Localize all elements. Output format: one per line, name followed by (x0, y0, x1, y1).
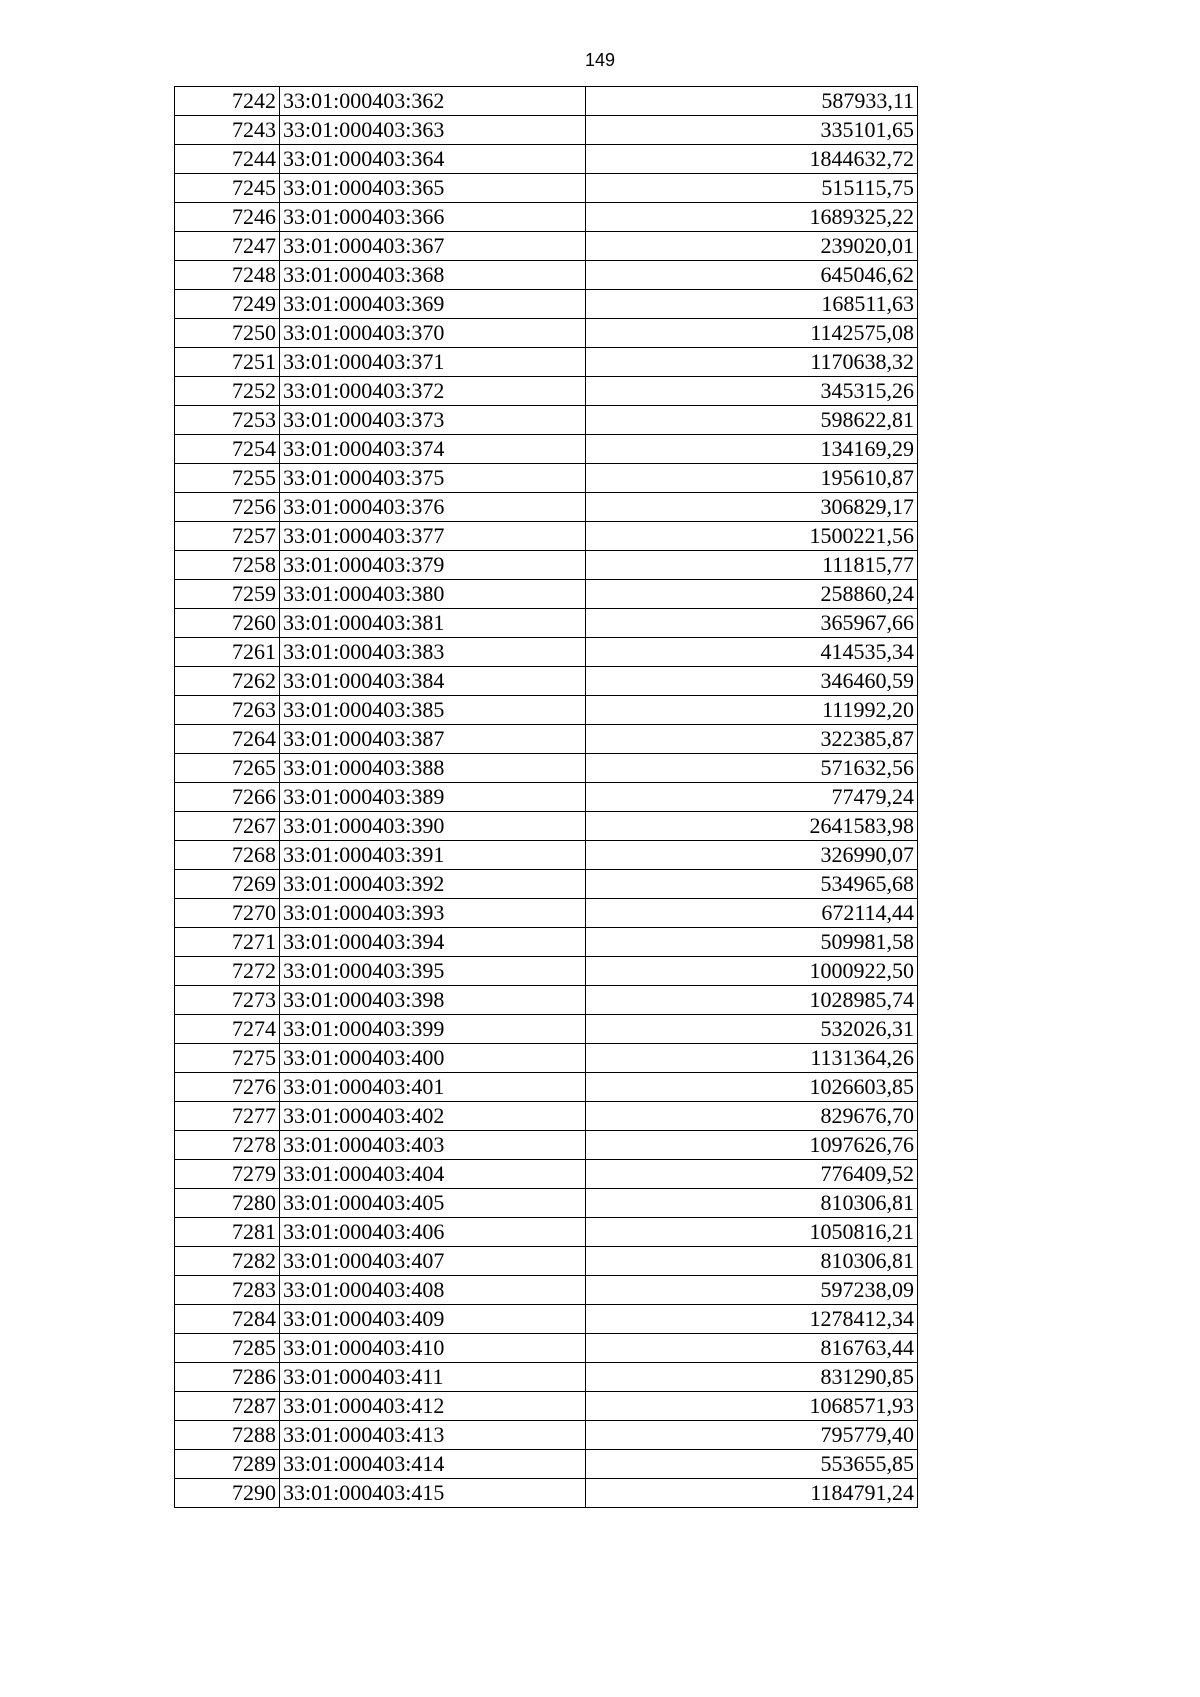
row-number-cell: 7274 (175, 1015, 280, 1044)
cadastral-value-cell: 1068571,93 (586, 1392, 918, 1421)
cadastral-number-cell: 33:01:000403:401 (280, 1073, 586, 1102)
cadastral-value-cell: 831290,85 (586, 1363, 918, 1392)
cadastral-number-cell: 33:01:000403:392 (280, 870, 586, 899)
cadastral-number-cell: 33:01:000403:413 (280, 1421, 586, 1450)
cadastral-value-cell: 810306,81 (586, 1189, 918, 1218)
table-row (175, 696, 918, 725)
table-row (175, 174, 918, 203)
row-number-cell: 7286 (175, 1363, 280, 1392)
row-number-cell: 7259 (175, 580, 280, 609)
cadastral-number-cell: 33:01:000403:371 (280, 348, 586, 377)
table-row (175, 986, 918, 1015)
table-row (175, 1392, 918, 1421)
row-number-cell: 7278 (175, 1131, 280, 1160)
cadastral-number-cell: 33:01:000403:363 (280, 116, 586, 145)
cadastral-number-cell: 33:01:000403:407 (280, 1247, 586, 1276)
cadastral-value-cell: 346460,59 (586, 667, 918, 696)
cadastral-number-cell: 33:01:000403:377 (280, 522, 586, 551)
table-row (175, 1247, 918, 1276)
cadastral-value-cell: 111815,77 (586, 551, 918, 580)
row-number-cell: 7279 (175, 1160, 280, 1189)
row-number-cell: 7277 (175, 1102, 280, 1131)
cadastral-value-cell: 598622,81 (586, 406, 918, 435)
row-number-cell: 7266 (175, 783, 280, 812)
cadastral-value-cell: 829676,70 (586, 1102, 918, 1131)
cadastral-number-cell: 33:01:000403:366 (280, 203, 586, 232)
cadastral-number-cell: 33:01:000403:409 (280, 1305, 586, 1334)
row-number-cell: 7281 (175, 1218, 280, 1247)
table-row (175, 1479, 918, 1508)
row-number-cell: 7268 (175, 841, 280, 870)
table-row (175, 1160, 918, 1189)
cadastral-number-cell: 33:01:000403:414 (280, 1450, 586, 1479)
cadastral-number-cell: 33:01:000403:410 (280, 1334, 586, 1363)
table-row (175, 1305, 918, 1334)
row-number-cell: 7258 (175, 551, 280, 580)
cadastral-value-cell: 195610,87 (586, 464, 918, 493)
cadastral-number-cell: 33:01:000403:375 (280, 464, 586, 493)
row-number-cell: 7242 (175, 87, 280, 116)
row-number-cell: 7273 (175, 986, 280, 1015)
cadastral-number-cell: 33:01:000403:404 (280, 1160, 586, 1189)
row-number-cell: 7290 (175, 1479, 280, 1508)
cadastral-number-cell: 33:01:000403:390 (280, 812, 586, 841)
table-row (175, 261, 918, 290)
row-number-cell: 7262 (175, 667, 280, 696)
table-row (175, 348, 918, 377)
table-row (175, 232, 918, 261)
cadastral-value-cell: 414535,34 (586, 638, 918, 667)
cadastral-number-cell: 33:01:000403:398 (280, 986, 586, 1015)
row-number-cell: 7264 (175, 725, 280, 754)
cadastral-value-cell: 1028985,74 (586, 986, 918, 1015)
cadastral-number-cell: 33:01:000403:411 (280, 1363, 586, 1392)
cadastral-value-cell: 77479,24 (586, 783, 918, 812)
cadastral-number-cell: 33:01:000403:405 (280, 1189, 586, 1218)
cadastral-number-cell: 33:01:000403:376 (280, 493, 586, 522)
cadastral-value-cell: 1131364,26 (586, 1044, 918, 1073)
cadastral-value-cell: 322385,87 (586, 725, 918, 754)
row-number-cell: 7257 (175, 522, 280, 551)
cadastral-value-cell: 306829,17 (586, 493, 918, 522)
row-number-cell: 7265 (175, 754, 280, 783)
table-row (175, 580, 918, 609)
table-row (175, 319, 918, 348)
table-row (175, 1102, 918, 1131)
cadastral-value-cell: 597238,09 (586, 1276, 918, 1305)
table-row (175, 406, 918, 435)
row-number-cell: 7284 (175, 1305, 280, 1334)
cadastral-number-cell: 33:01:000403:381 (280, 609, 586, 638)
cadastral-number-cell: 33:01:000403:370 (280, 319, 586, 348)
row-number-cell: 7253 (175, 406, 280, 435)
table-row (175, 493, 918, 522)
table-row (175, 1421, 918, 1450)
cadastral-value-cell: 1097626,76 (586, 1131, 918, 1160)
cadastral-value-cell: 1050816,21 (586, 1218, 918, 1247)
row-number-cell: 7283 (175, 1276, 280, 1305)
cadastral-number-cell: 33:01:000403:369 (280, 290, 586, 319)
cadastral-number-cell: 33:01:000403:403 (280, 1131, 586, 1160)
table-row (175, 928, 918, 957)
row-number-cell: 7269 (175, 870, 280, 899)
cadastral-value-cell: 587933,11 (586, 87, 918, 116)
cadastral-value-cell: 365967,66 (586, 609, 918, 638)
cadastral-number-cell: 33:01:000403:368 (280, 261, 586, 290)
cadastral-value-table (174, 86, 918, 1508)
row-number-cell: 7267 (175, 812, 280, 841)
cadastral-value-cell: 672114,44 (586, 899, 918, 928)
table-row (175, 957, 918, 986)
row-number-cell: 7285 (175, 1334, 280, 1363)
row-number-cell: 7287 (175, 1392, 280, 1421)
cadastral-number-cell: 33:01:000403:387 (280, 725, 586, 754)
table-row (175, 522, 918, 551)
cadastral-value-cell: 1278412,34 (586, 1305, 918, 1334)
row-number-cell: 7260 (175, 609, 280, 638)
row-number-cell: 7261 (175, 638, 280, 667)
row-number-cell: 7245 (175, 174, 280, 203)
table-row (175, 667, 918, 696)
row-number-cell: 7271 (175, 928, 280, 957)
row-number-cell: 7247 (175, 232, 280, 261)
table-row (175, 1363, 918, 1392)
row-number-cell: 7246 (175, 203, 280, 232)
cadastral-value-cell: 571632,56 (586, 754, 918, 783)
row-number-cell: 7243 (175, 116, 280, 145)
cadastral-value-cell: 258860,24 (586, 580, 918, 609)
table-body (175, 87, 918, 1508)
cadastral-value-cell: 168511,63 (586, 290, 918, 319)
cadastral-number-cell: 33:01:000403:367 (280, 232, 586, 261)
cadastral-value-cell: 810306,81 (586, 1247, 918, 1276)
cadastral-value-cell: 134169,29 (586, 435, 918, 464)
row-number-cell: 7289 (175, 1450, 280, 1479)
cadastral-number-cell: 33:01:000403:402 (280, 1102, 586, 1131)
cadastral-value-cell: 239020,01 (586, 232, 918, 261)
table-row (175, 1189, 918, 1218)
table-row (175, 638, 918, 667)
cadastral-number-cell: 33:01:000403:412 (280, 1392, 586, 1421)
cadastral-number-cell: 33:01:000403:393 (280, 899, 586, 928)
cadastral-number-cell: 33:01:000403:389 (280, 783, 586, 812)
cadastral-value-cell: 816763,44 (586, 1334, 918, 1363)
row-number-cell: 7252 (175, 377, 280, 406)
table-row (175, 870, 918, 899)
cadastral-number-cell: 33:01:000403:408 (280, 1276, 586, 1305)
cadastral-value-cell: 515115,75 (586, 174, 918, 203)
table-row (175, 377, 918, 406)
cadastral-number-cell: 33:01:000403:380 (280, 580, 586, 609)
cadastral-value-cell: 1184791,24 (586, 1479, 918, 1508)
row-number-cell: 7282 (175, 1247, 280, 1276)
table-row (175, 609, 918, 638)
cadastral-number-cell: 33:01:000403:379 (280, 551, 586, 580)
table-row (175, 145, 918, 174)
row-number-cell: 7256 (175, 493, 280, 522)
cadastral-number-cell: 33:01:000403:365 (280, 174, 586, 203)
cadastral-number-cell: 33:01:000403:399 (280, 1015, 586, 1044)
table-row (175, 1334, 918, 1363)
table-row (175, 899, 918, 928)
cadastral-value-cell: 553655,85 (586, 1450, 918, 1479)
cadastral-number-cell: 33:01:000403:384 (280, 667, 586, 696)
row-number-cell: 7249 (175, 290, 280, 319)
table-row (175, 551, 918, 580)
table-row (175, 464, 918, 493)
row-number-cell: 7272 (175, 957, 280, 986)
table-row (175, 1073, 918, 1102)
table-row (175, 1450, 918, 1479)
table-row (175, 725, 918, 754)
table-row (175, 1218, 918, 1247)
cadastral-number-cell: 33:01:000403:364 (280, 145, 586, 174)
row-number-cell: 7254 (175, 435, 280, 464)
row-number-cell: 7255 (175, 464, 280, 493)
cadastral-value-cell: 1170638,32 (586, 348, 918, 377)
cadastral-value-cell: 2641583,98 (586, 812, 918, 841)
row-number-cell: 7251 (175, 348, 280, 377)
cadastral-value-cell: 1026603,85 (586, 1073, 918, 1102)
row-number-cell: 7288 (175, 1421, 280, 1450)
table-row (175, 435, 918, 464)
row-number-cell: 7275 (175, 1044, 280, 1073)
cadastral-value-cell: 776409,52 (586, 1160, 918, 1189)
cadastral-value-cell: 532026,31 (586, 1015, 918, 1044)
row-number-cell: 7244 (175, 145, 280, 174)
table-row (175, 783, 918, 812)
table-row (175, 1276, 918, 1305)
cadastral-number-cell: 33:01:000403:415 (280, 1479, 586, 1508)
row-number-cell: 7280 (175, 1189, 280, 1218)
page-number: 149 (584, 50, 616, 70)
row-number-cell: 7276 (175, 1073, 280, 1102)
row-number-cell: 7263 (175, 696, 280, 725)
table-row (175, 812, 918, 841)
cadastral-value-cell: 1844632,72 (586, 145, 918, 174)
table-row (175, 116, 918, 145)
cadastral-value-cell: 795779,40 (586, 1421, 918, 1450)
cadastral-number-cell: 33:01:000403:373 (280, 406, 586, 435)
table-row (175, 841, 918, 870)
row-number-cell: 7270 (175, 899, 280, 928)
table-row (175, 87, 918, 116)
table-row (175, 1044, 918, 1073)
cadastral-value-cell: 345315,26 (586, 377, 918, 406)
table-row (175, 203, 918, 232)
cadastral-value-cell: 534965,68 (586, 870, 918, 899)
row-number-cell: 7250 (175, 319, 280, 348)
cadastral-value-cell: 509981,58 (586, 928, 918, 957)
cadastral-value-cell: 335101,65 (586, 116, 918, 145)
table-row (175, 754, 918, 783)
cadastral-value-cell: 111992,20 (586, 696, 918, 725)
cadastral-number-cell: 33:01:000403:362 (280, 87, 586, 116)
table-row (175, 1131, 918, 1160)
row-number-cell: 7248 (175, 261, 280, 290)
table-row (175, 290, 918, 319)
cadastral-number-cell: 33:01:000403:374 (280, 435, 586, 464)
cadastral-number-cell: 33:01:000403:388 (280, 754, 586, 783)
cadastral-value-cell: 1689325,22 (586, 203, 918, 232)
cadastral-number-cell: 33:01:000403:385 (280, 696, 586, 725)
cadastral-value-cell: 645046,62 (586, 261, 918, 290)
cadastral-number-cell: 33:01:000403:372 (280, 377, 586, 406)
cadastral-number-cell: 33:01:000403:395 (280, 957, 586, 986)
cadastral-value-cell: 1000922,50 (586, 957, 918, 986)
cadastral-number-cell: 33:01:000403:383 (280, 638, 586, 667)
cadastral-value-cell: 326990,07 (586, 841, 918, 870)
cadastral-value-cell: 1500221,56 (586, 522, 918, 551)
cadastral-value-cell: 1142575,08 (586, 319, 918, 348)
cadastral-number-cell: 33:01:000403:400 (280, 1044, 586, 1073)
cadastral-number-cell: 33:01:000403:406 (280, 1218, 586, 1247)
cadastral-number-cell: 33:01:000403:394 (280, 928, 586, 957)
cadastral-number-cell: 33:01:000403:391 (280, 841, 586, 870)
table-row (175, 1015, 918, 1044)
